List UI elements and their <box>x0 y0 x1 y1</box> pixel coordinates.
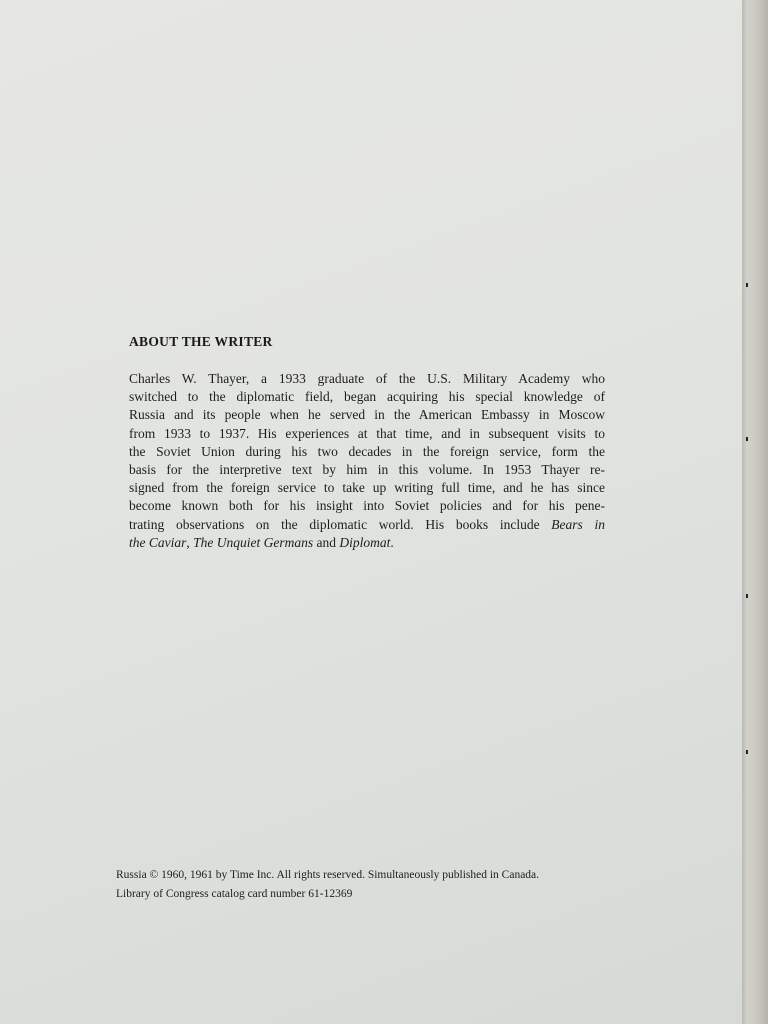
adjacent-page-edge <box>742 0 768 1024</box>
edge-mark <box>746 594 748 598</box>
period: . <box>390 534 394 550</box>
book-title: the Caviar <box>129 534 187 550</box>
bio-line: the Soviet Union during his two decades in the foreign service, form the <box>129 443 605 459</box>
bio-line: signed from the foreign service to take up writing full time, and he has since <box>129 480 605 496</box>
edge-mark <box>746 283 748 287</box>
bio-line: become known both for his insight into Soviet policies and for his pene- <box>129 498 605 514</box>
bio-line <box>129 516 605 534</box>
copyright-block <box>116 866 602 904</box>
author-bio-paragraph <box>129 370 605 552</box>
book-title: Diplomat <box>339 534 391 550</box>
bio-line-text: trating observations on the diplomatic world. His books include <box>129 516 552 532</box>
bio-line: switched to the diplomatic field, began acquiring his special knowledge of <box>129 389 605 405</box>
copyright-line: Russia © 1960, 1961 by Time Inc. All rights reserved. Simultaneously published in Canada. <box>116 869 540 881</box>
section-heading: ABOUT THE WRITER <box>129 334 273 349</box>
bio-line: Charles W. Thayer, a 1933 graduate of the U.S. Military Academy who <box>129 371 605 386</box>
bio-line: basis for the interpretive text by him in this volume. In 1953 Thayer re- <box>129 462 605 478</box>
book-title: The Unquiet Germans <box>193 534 314 550</box>
book-title: Bears in <box>551 516 605 532</box>
bio-line <box>129 534 605 552</box>
bio-line: Russia and its people when he served in the American Embassy in Moscow <box>129 407 605 423</box>
separator: and <box>313 534 340 550</box>
catalog-number-line: Library of Congress catalog card number 61-12369 <box>116 888 353 900</box>
bio-line: from 1933 to 1937. His experiences at that time, and in subsequent visits to <box>129 425 605 441</box>
edge-mark <box>746 437 748 441</box>
edge-mark <box>746 750 748 754</box>
separator: , <box>186 534 194 550</box>
